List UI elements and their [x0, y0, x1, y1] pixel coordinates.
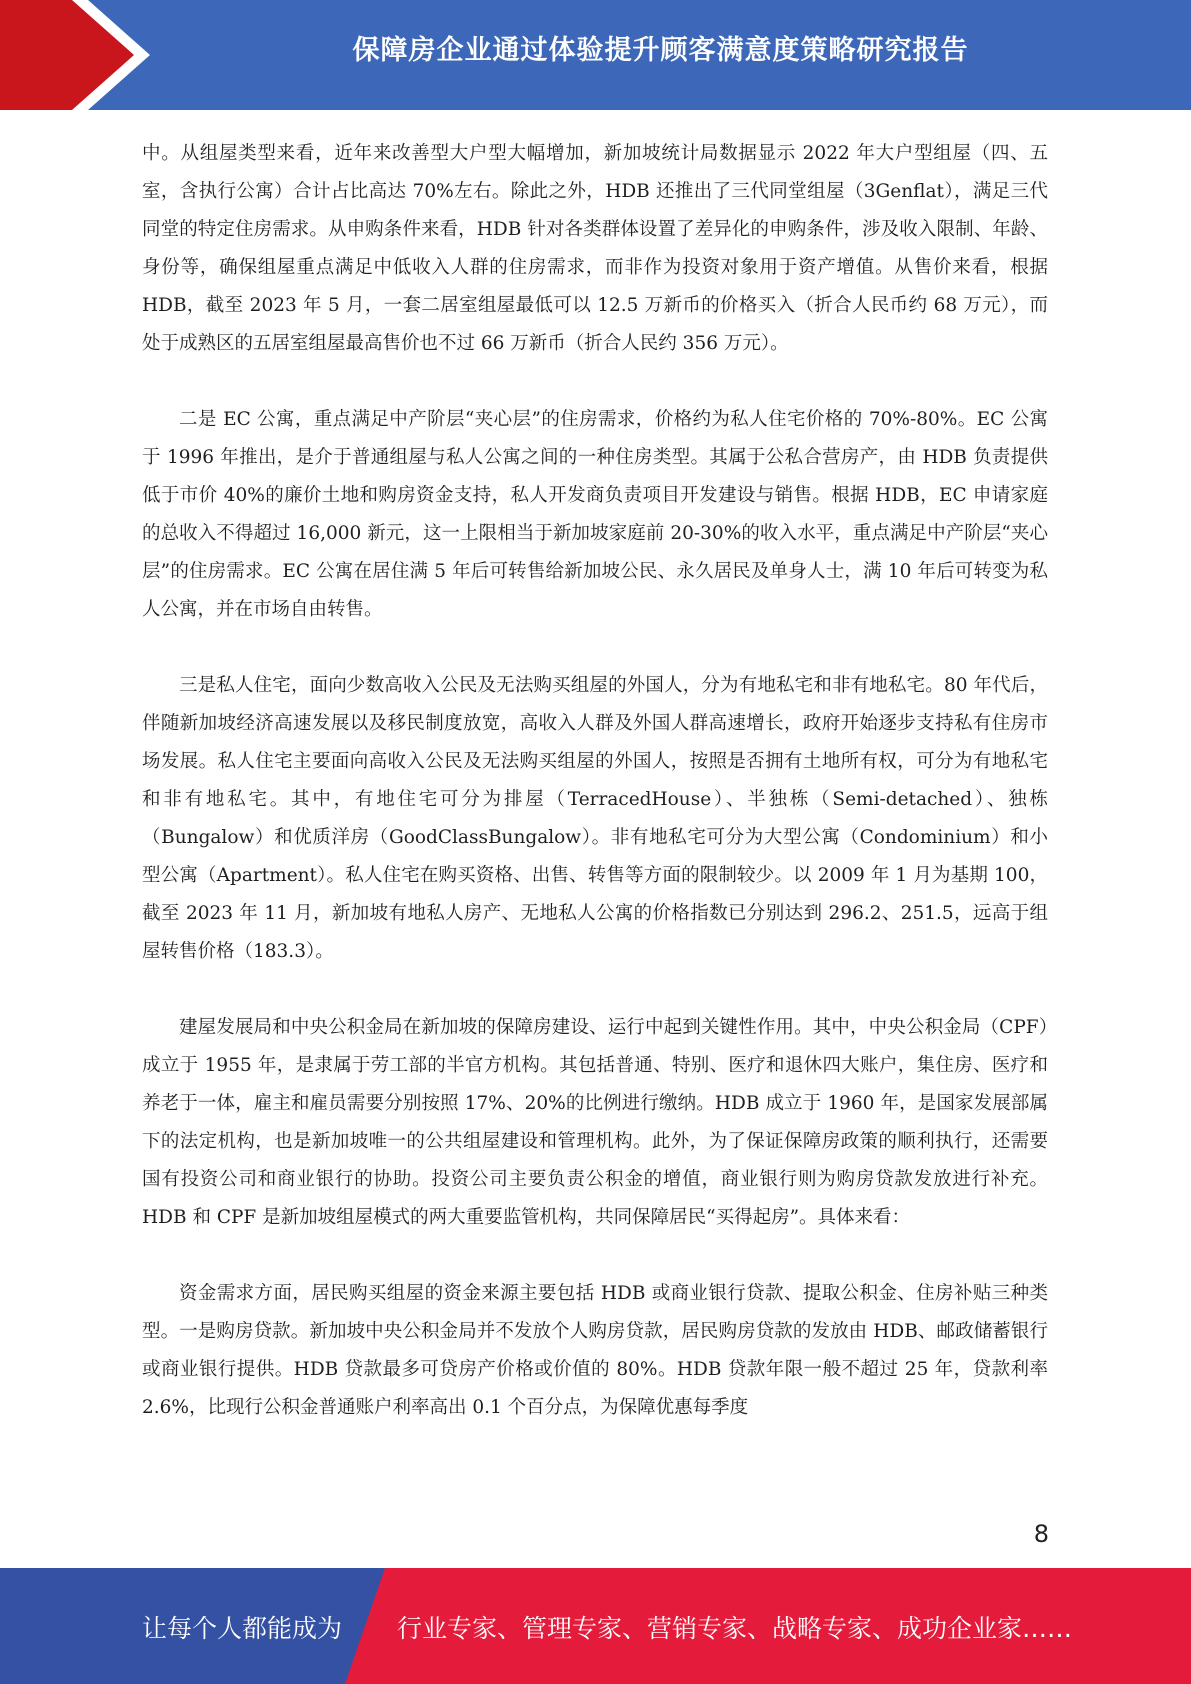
paragraph-funding: 资金需求方面，居民购买组屋的资金来源主要包括 HDB 或商业银行贷款、提取公积金、住房补贴三种类型。一是购房贷款。新加坡中央公积金局并不发放个人购房贷款，居民购房贷款的发放由 HDB、邮政储蓄银行或商业银行提供。HDB 贷款最多可贷房产价格或价值的 80%。HDB 贷款年限一般不超过 25 年，贷款利率 2.6%，比现行公积金普通账户利率高出 0.1 个百分点，为保障优惠每季度	[142, 1283, 1048, 1418]
paragraph-hdb-cpf: 建屋发展局和中央公积金局在新加坡的保障房建设、运行中起到关键性作用。其中，中央公积金局（CPF）成立于 1955 年，是隶属于劳工部的半官方机构。其包括普通、特别、医疗和退休四大账户，集住房、医疗和养老于一体，雇主和雇员需要分别按照 17%、20%的比例进行缴纳。HDB 成立于 1960 年，是国家发展部属下的法定机构，也是新加坡唯一的公共组屋建设和管理机构。此外，为了保证保障房政策的顺利执行，还需要国有投资公司和商业银行的协助。投资公司主要负责公积金的增值，商业银行则为购房贷款发放进行补充。HDB 和 CPF 是新加坡组屋模式的两大重要监管机构，共同保障居民“买得起房”。具体来看：	[142, 1017, 1048, 1228]
body-content	[142, 135, 1048, 1465]
header-red-arrow	[0, 0, 150, 110]
footer-slogan-left: 让每个人都能成为	[142, 1614, 343, 1643]
page-header	[0, 0, 1191, 110]
paragraph-private-housing: 三是私人住宅，面向少数高收入公民及无法购买组屋的外国人，分为有地私宅和非有地私宅。80 年代后，伴随新加坡经济高速发展以及移民制度放宽，高收入人群及外国人群高速增长，政府开始逐步支持私有住房市场发展。私人住宅主要面向高收入公民及无法购买组屋的外国人，按照是否拥有土地所有权，可分为有地私宅和非有地私宅。其中，有地住宅可分为排屋（TerracedHouse）、半独栋（Semi-detached）、独栋（Bungalow）和优质洋房（GoodClassBungalow）。非有地私宅可分为大型公寓（Condominium）和小型公寓（Apartment）。私人住宅在购买资格、出售、转售等方面的限制较少。以 2009 年 1 月为基期 100，截至 2023 年 11 月，新加坡有地私人房产、无地私人公寓的价格指数已分别达到 296.2、251.5，远高于组屋转售价格（183.3）。	[142, 675, 1048, 962]
report-title: 保障房企业通过体验提升顾客满意度策略研究报告	[352, 35, 969, 66]
paragraph-ec-apartment: 二是 EC 公寓，重点满足中产阶层“夹心层”的住房需求，价格约为私人住宅价格的 70%-80%。EC 公寓于 1996 年推出，是介于普通组屋与私人公寓之间的一种住房类型。其属于公私合营房产，由 HDB 负责提供低于市价 40%的廉价土地和购房资金支持，私人开发商负责项目开发建设与销售。根据 HDB，EC 申请家庭的总收入不得超过 16,000 新元，这一上限相当于新加坡家庭前 20-30%的收入水平，重点满足中产阶层“夹心层”的住房需求。EC 公寓在居住满 5 年后可转售给新加坡公民、永久居民及单身人士，满 10 年后可转变为私人公寓，并在市场自由转售。	[142, 409, 1048, 620]
paragraph-continuation: 中。从组屋类型来看，近年来改善型大户型大幅增加，新加坡统计局数据显示 2022 年大户型组屋（四、五室，含执行公寓）合计占比高达 70%左右。除此之外，HDB 还推出了三代同堂组屋（3Genflat），满足三代同堂的特定住房需求。从申购条件来看，HDB 针对各类群体设置了差异化的申购条件，涉及收入限制、年龄、身份等，确保组屋重点满足中低收入人群的住房需求，而非作为投资对象用于资产增值。从售价来看，根据 HDB，截至 2023 年 5 月，一套二居室组屋最低可以 12.5 万新币的价格买入（折合人民币约 68 万元），而处于成熟区的五居室组屋最高售价也不过 66 万新币（折合人民约 356 万元）。	[142, 143, 1048, 354]
page-number: 8	[1033, 1520, 1049, 1548]
footer-slogan-right: 行业专家、管理专家、营销专家、战略专家、成功企业家……	[397, 1614, 1073, 1643]
page-footer	[0, 1568, 1191, 1684]
